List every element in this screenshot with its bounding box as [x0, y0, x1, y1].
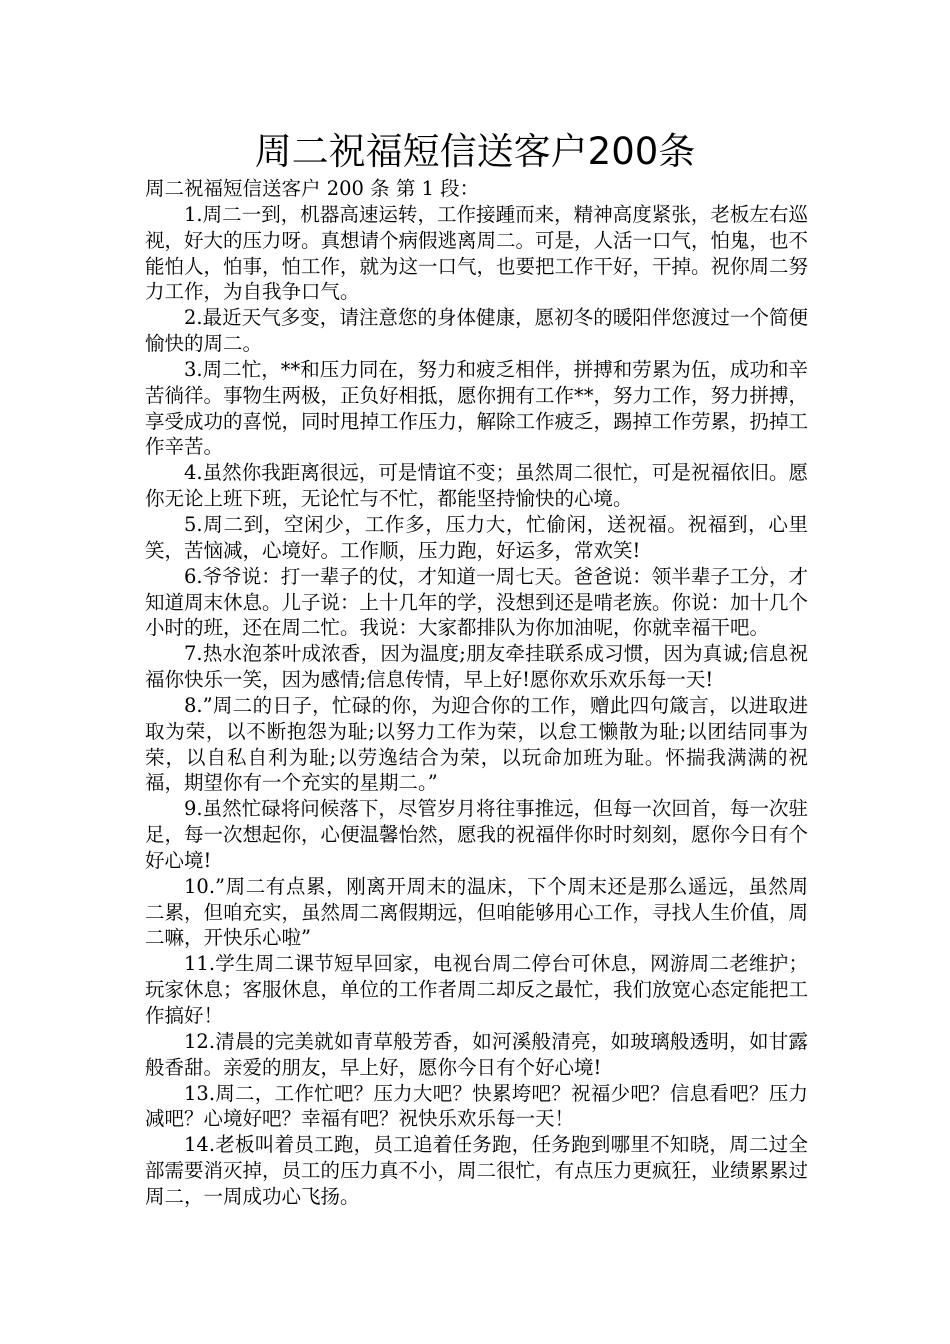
paragraph-9: 9.虽然忙碌将问候落下，尽管岁月将往事推远，但每一次回首，每一次驻足，每一次想起你，心便温馨怡然，愿我的祝福伴你时时刻刻，愿你今日有个好心境! — [145, 797, 809, 872]
paragraph-13: 13.周二，工作忙吧？压力大吧？快累垮吧？祝福少吧？信息看吧？压力减吧？心境好吧？幸福有吧？祝快乐欢乐每一天！ — [145, 1081, 808, 1131]
paragraph-8: 8.”周二的日子，忙碌的你，为迎合你的工作，赠此四句箴言，以进取进取为荣，以不断抱怨为耻;以努力工作为荣，以怠工懒散为耻;以团结同事为荣，以自私自利为耻;以劳逸结合为荣，以玩命加班为耻。怀揣我满满的祝福，期望你有一个充实的星期二。” — [145, 693, 808, 795]
paragraph-11: 11.学生周二课节短早回家，电视台周二停台可休息，网游周二老维护；玩家休息；客服休息，单位的工作者周二却反之最忙，我们放宽心态定能把工作搞好！ — [145, 952, 809, 1027]
paragraph-12: 12.清晨的完美就如青草般芳香，如河溪般清亮，如玻璃般透明，如甘露般香甜。亲爱的朋友，早上好，愿你今日有个好心境! — [145, 1029, 808, 1079]
paragraph-1: 1.周二一到，机器高速运转，工作接踵而来，精神高度紧张，老板左右巡视，好大的压力呀。真想请个病假逃离周二。可是，人活一口气，怕鬼，也不能怕人，怕事，怕工作，就为这一口气，也要把工作干好，干掉。祝你周二努力工作，为自我争口气。 — [145, 202, 809, 304]
paragraph-7: 7.热水泡茶叶成浓香，因为温度;朋友牵挂联系成习惯，因为真诚;信息祝福你快乐一笑，因为感情;信息传情，早上好!愿你欢乐欢乐每一天! — [145, 642, 808, 692]
paragraph-10: 10.”周二有点累，刚离开周末的温床，下个周末还是那么遥远，虽然周二累，但咱充实，虽然周二离假期远，但咱能够用心工作，寻找人生价值，周二嘛，开快乐心啦” — [145, 874, 809, 950]
paragraph-6: 6.爷爷说：打一辈子的仗，才知道一周七天。爸爸说：领半辈子工分，才知道周末休息。儿子说：上十几年的学，没想到还是啃老族。你说：加十几个小时的班，还在周二忙。我说：大家都排队为你加油呢，你就幸福干吧。 — [145, 564, 809, 640]
document-body — [145, 176, 808, 1210]
paragraph-14: 14.老板叫着员工跑，员工追着任务跑，任务跑到哪里不知晓，周二过全部需要消灭掉，员工的压力真不小，周二很忙，有点压力更疯狂，业绩累累过周二，一周成功心飞扬。 — [145, 1133, 809, 1208]
paragraph-3: 3.周二忙，**和压力同在，努力和疲乏相伴，拼搏和劳累为伍，成功和辛苦徜徉。事物生两极，正负好相抵，愿你拥有工作**，努力工作，努力拼搏，享受成功的喜悦，同时甩掉工作压力，解除工作疲乏，踢掉工作劳累，扔掉工作辛苦。 — [145, 357, 809, 459]
paragraph-4: 4.虽然你我距离很远，可是情谊不变；虽然周二很忙，可是祝福依旧。愿你无论上班下班，无论忙与不忙，都能坚持愉快的心境。 — [145, 461, 808, 511]
document-title: 周二祝福短信送客户200条 — [254, 130, 696, 173]
paragraph-2: 2.最近天气多变，请注意您的身体健康，愿初冬的暖阳伴您渡过一个简便愉快的周二。 — [145, 306, 808, 356]
paragraph-5: 5.周二到，空闲少，工作多，压力大，忙偷闲，送祝福。祝福到，心里笑，苦恼减，心境好。工作顺，压力跑，好运多，常欢笑! — [145, 512, 808, 562]
section-heading: 周二祝福短信送客户 200 条 第 1 段： — [145, 177, 480, 200]
